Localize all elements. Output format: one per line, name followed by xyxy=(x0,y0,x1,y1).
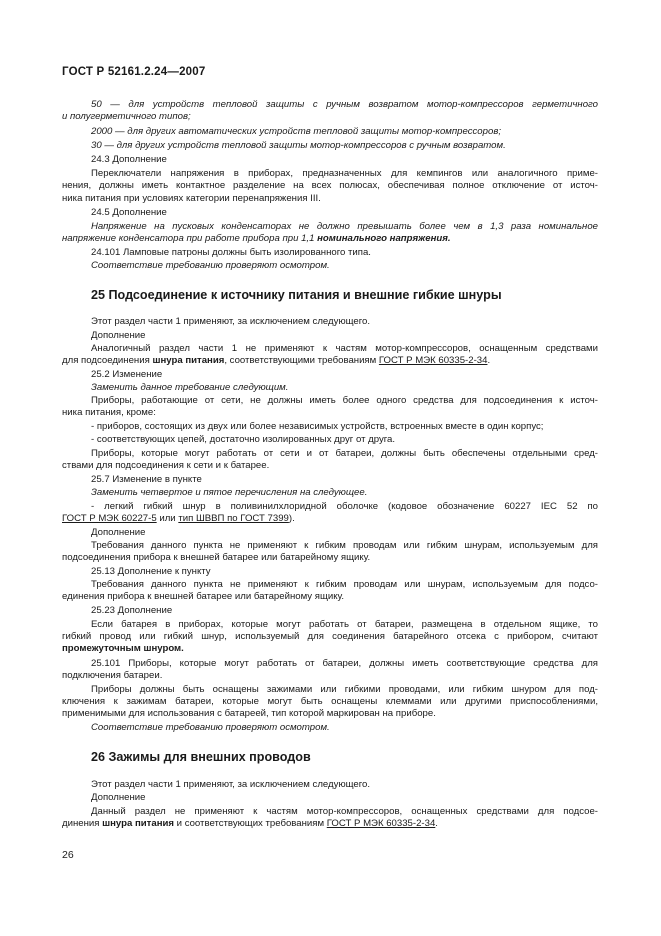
clause-heading: Дополнение xyxy=(91,330,146,341)
text-line: Приборы, которые могут работать от сети и от батареи, должны быть обеспечены отдельными сред- xyxy=(91,448,598,459)
text-line: ГОСТ Р МЭК 60227-5 или тип ШВВП по ГОСТ 7399). xyxy=(62,513,295,524)
text-line: ника питания, кроме: xyxy=(62,407,156,418)
clause-heading: 24.5 Дополнение xyxy=(91,207,167,218)
text-line: Требования данного пункта не применяют к гибким проводам или шнурам, используемым для подсо- xyxy=(91,579,598,590)
text-line: для подсоединения шнура питания, соответствующими требованиям ГОСТ Р МЭК 60335-2-34. xyxy=(62,355,491,366)
clause-heading: 25.23 Дополнение xyxy=(91,605,173,616)
text-line: ника питания при условиях категории перенапряжения III. xyxy=(62,193,321,204)
text-line: нения, должны иметь контактное разделение на всех полюсах, обеспечивая полное отключение от источ- xyxy=(62,180,598,191)
reference-link[interactable]: ГОСТ Р МЭК 60335-2-34 xyxy=(326,818,436,829)
text-line: Аналогичный раздел части 1 не применяют к частям мотор-компрессоров, оснащенным средствами xyxy=(91,343,598,354)
text-line: - легкий гибкий шнур в поливинилхлоридной оболочке (кодовое обозначение 60227 IEC 52 по xyxy=(91,501,598,512)
text-line: Заменить четвертое и пятое перечисления на следующее. xyxy=(91,487,368,498)
text-line: 2000 — для других автоматических устройств тепловой защиты мотор-компрессоров; xyxy=(91,126,501,137)
reference-link[interactable]: ГОСТ Р МЭК 60227-5 xyxy=(62,513,157,524)
clause-heading: 25.7 Изменение в пункте xyxy=(91,474,202,485)
text-line: Переключатели напряжения в приборах, предназначенных для кемпингов или аналогичного приме- xyxy=(91,168,598,179)
page-number: 26 xyxy=(62,849,74,861)
text-line: Данный раздел не применяют к частям мотор-компрессоров, оснащенных средствами для подсое- xyxy=(91,806,598,817)
text-line: Заменить данное требование следующим. xyxy=(91,382,289,393)
text-line: гибкий провод или гибкий шнур, используемый для соединения батарейного отсека с прибором, считают xyxy=(62,631,598,642)
text-line: 30 — для других устройств тепловой защиты мотор-компрессоров с ручным возвратом. xyxy=(91,140,506,151)
text-line: Напряжение на пусковых конденсаторах не должно превышать более чем в 1,3 раза номинальное xyxy=(91,221,598,232)
text-line: единения прибора к внешней батарее или батарейному ящику. xyxy=(62,591,345,602)
text-line: ключения к зажимам батареи, которые могут быть оснащены клеммами или другими приспособлениями, xyxy=(62,696,598,707)
document-header: ГОСТ Р 52161.2.24—2007 xyxy=(62,66,206,78)
text-line: 24.101 Ламповые патроны должны быть изолированного типа. xyxy=(91,247,371,258)
clause-heading: 25.2 Изменение xyxy=(91,369,163,380)
text-line: 25.101 Приборы, которые могут работать от батареи, должны иметь соответствующие средства для xyxy=(91,658,598,669)
clause-heading: Дополнение xyxy=(91,527,146,538)
text-line: динения шнура питания и соответствующих требованиям ГОСТ Р МЭК 60335-2-34. xyxy=(62,818,438,829)
text-line: подключения батареи. xyxy=(62,670,163,681)
bold-term: номинального напряжения. xyxy=(317,233,451,244)
text-line: Этот раздел части 1 применяют, за исключением следующего. xyxy=(91,316,371,327)
text-line: ствами для подсоединения к сети и к батарее. xyxy=(62,460,270,471)
text-line: Приборы, работающие от сети, не должны иметь более одного средства для подсоединения к источ- xyxy=(91,395,598,406)
clause-heading: 24.3 Дополнение xyxy=(91,154,167,165)
bold-term: промежуточным шнуром. xyxy=(62,643,184,654)
text-line: и полугерметичного типов; xyxy=(62,111,191,122)
text-line: подсоединения прибора к внешней батарее или батарейному ящику. xyxy=(62,552,371,563)
text-line: применимыми для использования с батареей, тип которой маркирован на приборе. xyxy=(62,708,436,719)
section-heading-25: 25 Подсоединение к источнику питания и внешние гибкие шнуры xyxy=(91,288,502,302)
reference-link[interactable]: ГОСТ Р МЭК 60335-2-34 xyxy=(378,355,488,366)
text-line: Соответствие требованию проверяют осмотром. xyxy=(91,260,330,271)
list-item: - приборов, состоящих из двух или более независимых устройств, встроенных вместе в один корпус; xyxy=(91,421,544,432)
list-item: - соответствующих цепей, достаточно изолированных друг от друга. xyxy=(91,434,396,445)
text-line: Требования данного пункта не применяют к гибким проводам или гибким шнурам, используемым для xyxy=(91,540,598,551)
text-line: 50 — для устройств тепловой защиты с ручным возвратом мотор-компрессоров герметичного xyxy=(91,99,598,110)
text-line: Этот раздел части 1 применяют, за исключением следующего. xyxy=(91,779,371,790)
bold-term: шнура питания xyxy=(152,355,225,366)
clause-heading: 25.13 Дополнение к пункту xyxy=(91,566,211,577)
section-heading-26: 26 Зажимы для внешних проводов xyxy=(91,750,311,764)
clause-heading: Дополнение xyxy=(91,792,146,803)
text-line: Соответствие требованию проверяют осмотром. xyxy=(91,722,330,733)
bold-term: шнура питания xyxy=(102,818,174,829)
text-line: Приборы должны быть оснащены зажимами или гибкими проводами, или гибким шнуром для под- xyxy=(91,684,598,695)
reference-link[interactable]: тип ШВВП по ГОСТ 7399 xyxy=(178,513,289,524)
text-line: напряжение конденсатора при работе прибора при 1,1 номинального напряжения. xyxy=(62,233,451,244)
text-line: Если батарея в приборах, которые могут работать от батареи, размещена в отдельном ящике, то xyxy=(91,619,598,630)
